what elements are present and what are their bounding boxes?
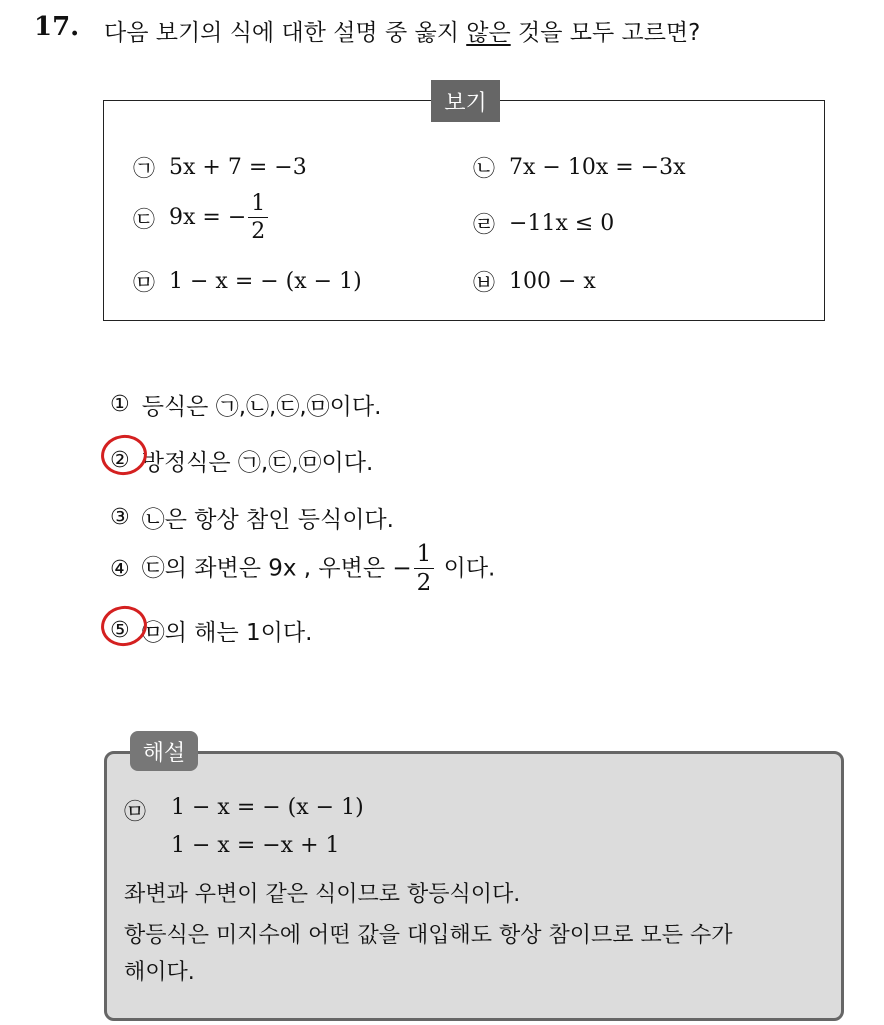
choice-2[interactable] bbox=[110, 444, 373, 477]
choice-text: ㉡은 항상 참인 등식이다. bbox=[141, 507, 394, 533]
choice-marker: ④ bbox=[110, 556, 130, 582]
bogi-item-2 bbox=[473, 152, 686, 183]
choice-1[interactable] bbox=[110, 388, 381, 421]
bogi-label: 보기 bbox=[431, 80, 500, 122]
choice-text: 등식은 ㉠,㉡,㉢,㉤이다. bbox=[141, 394, 382, 420]
explanation-line-2: 항등식은 미지수에 어떤 값을 대입해도 항상 참이므로 모든 수가 bbox=[124, 923, 733, 948]
choice-text: 방정식은 ㉠,㉢,㉤이다. bbox=[141, 450, 374, 476]
question-number: 17. bbox=[34, 12, 80, 42]
bogi-item-5 bbox=[133, 266, 362, 297]
explanation-equation-1: 1 − x = − (x − 1) bbox=[171, 795, 364, 820]
fraction bbox=[248, 193, 268, 243]
fraction bbox=[414, 543, 435, 595]
choice-3[interactable] bbox=[110, 501, 394, 534]
bogi-item-marker: ㉥ bbox=[473, 271, 496, 296]
explanation-label: 해설 bbox=[130, 731, 198, 771]
explanation-equation-2: 1 − x = −x + 1 bbox=[171, 833, 340, 858]
fraction-denominator: 2 bbox=[416, 570, 432, 596]
bogi-item-marker: ㉣ bbox=[473, 213, 496, 238]
bogi-item-expr: 1 − x = − (x − 1) bbox=[169, 269, 362, 294]
bogi-item-marker: ㉡ bbox=[473, 157, 496, 182]
choice-marker: ⑤ bbox=[110, 618, 130, 643]
bogi-item-expr: −11x ≤ 0 bbox=[509, 211, 615, 236]
explanation-line-3: 해이다. bbox=[124, 960, 195, 985]
bogi-item-6 bbox=[473, 266, 596, 297]
choice-marker: ② bbox=[110, 448, 130, 473]
choice-marker: ① bbox=[110, 392, 130, 417]
question-text bbox=[104, 14, 700, 47]
bogi-item-expr bbox=[169, 193, 270, 243]
choice-text: ㉤의 해는 1이다. bbox=[141, 620, 313, 646]
question-text-after: 것을 모두 고르면? bbox=[510, 20, 701, 46]
bogi-item-3 bbox=[133, 193, 270, 243]
question-text-before: 다음 보기의 식에 대한 설명 중 옳지 bbox=[104, 20, 467, 46]
choice-text-a: ㉢의 좌변은 9x , 우변은 − bbox=[141, 555, 412, 582]
bogi-item-expr-prefix: 9x = − bbox=[169, 205, 247, 230]
bogi-item-marker: ㉤ bbox=[133, 271, 156, 296]
bogi-item-4 bbox=[473, 208, 614, 239]
bogi-item-expr: 7x − 10x = −3x bbox=[509, 155, 686, 180]
bogi-item-marker: ㉢ bbox=[133, 207, 156, 233]
question-text-underlined: 않은 bbox=[466, 20, 511, 46]
fraction-numerator: 1 bbox=[414, 543, 435, 569]
fraction-denominator: 2 bbox=[251, 219, 266, 244]
choice-4[interactable] bbox=[110, 543, 495, 595]
bogi-item-expr: 100 − x bbox=[509, 269, 596, 294]
bogi-item-expr: 5x + 7 = −3 bbox=[169, 155, 307, 180]
bogi-item-1 bbox=[133, 152, 307, 183]
fraction-numerator: 1 bbox=[248, 193, 268, 218]
choice-text bbox=[142, 543, 496, 595]
choice-marker: ③ bbox=[110, 505, 130, 530]
choice-text-b: 이다. bbox=[436, 555, 496, 582]
explanation-line-1: 좌변과 우변이 같은 식이므로 항등식이다. bbox=[124, 882, 521, 907]
explanation-marker: ㉤ bbox=[124, 800, 147, 825]
bogi-item-marker: ㉠ bbox=[133, 157, 156, 182]
